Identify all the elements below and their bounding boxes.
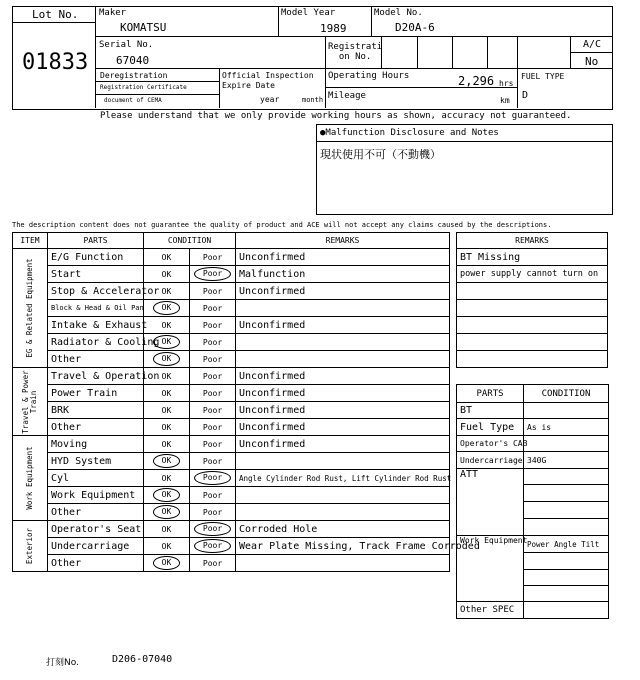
- undercarriage-condition: 340G: [524, 452, 609, 469]
- ok-mark: OK: [153, 335, 181, 349]
- part-name: Travel & Operation: [48, 368, 144, 385]
- inspection-row: [13, 470, 450, 487]
- condition-poor: [190, 538, 236, 555]
- fuel-type-part-label: Fuel Type: [457, 419, 524, 436]
- parts-header: PARTS: [457, 385, 524, 403]
- inspection-row: [13, 385, 450, 402]
- poor-mark: Poor: [202, 422, 223, 432]
- remark-cell: Angle Cylinder Rod Rust, Lift Cylinder Rod Rust: [236, 470, 450, 487]
- poor-mark: Poor: [202, 388, 223, 398]
- condition-poor: [190, 300, 236, 317]
- inspection-expire-label: Official Inspection Expire Date: [222, 71, 314, 90]
- ok-mark: OK: [161, 320, 172, 330]
- month-label: month: [302, 96, 324, 104]
- model-no-value: D20A-6: [395, 21, 435, 34]
- condition-ok: [144, 504, 190, 521]
- inspection-row: [13, 317, 450, 334]
- remark-cell: Unconfirmed: [236, 402, 450, 419]
- inspection-row: [13, 521, 450, 538]
- poor-mark: Poor: [194, 522, 231, 536]
- condition-ok: [144, 436, 190, 453]
- condition-poor: [190, 521, 236, 538]
- work-equipment-part-label: Work Equipment: [457, 536, 524, 602]
- poor-mark: Poor: [202, 456, 223, 466]
- condition-poor: [190, 249, 236, 266]
- item-header: ITEM: [13, 233, 48, 249]
- condition-poor: [190, 351, 236, 368]
- ok-mark: OK: [161, 286, 172, 296]
- mileage-label: Mileage: [328, 91, 366, 101]
- ok-mark: OK: [153, 301, 181, 315]
- poor-mark: Poor: [202, 439, 223, 449]
- remarks-header: REMARKS: [236, 233, 450, 249]
- condition-ok: [144, 266, 190, 283]
- other-spec-value: [524, 602, 609, 619]
- malfunction-title: ●Malfunction Disclosure and Notes: [317, 125, 612, 142]
- item-group-name: Work Equipment: [25, 446, 34, 510]
- part-name: Moving: [48, 436, 144, 453]
- poor-mark: Poor: [202, 286, 223, 296]
- ok-mark: OK: [161, 252, 172, 262]
- fuel-type-label: FUEL TYPE: [521, 72, 565, 81]
- inspection-row: [13, 300, 450, 317]
- model-no-label: Model No.: [374, 8, 423, 18]
- operators-cab-value: [524, 436, 609, 452]
- remark-cell: [236, 555, 450, 572]
- condition-poor: [190, 487, 236, 504]
- condition-poor: [190, 266, 236, 283]
- item-group-name: EG & Related Equipment: [25, 258, 34, 358]
- fuel-type-condition: As is: [524, 419, 609, 436]
- inspection-row: [13, 538, 450, 555]
- lot-no-label: Lot No.: [32, 8, 79, 21]
- inspection-row: [13, 283, 450, 300]
- model-year-label: Model Year: [281, 8, 336, 18]
- other-spec-label: Other SPEC: [457, 602, 524, 619]
- side-remark-cell: [457, 334, 608, 351]
- att-value-4: [524, 519, 609, 536]
- ok-mark: OK: [153, 454, 181, 468]
- inspection-row: [13, 453, 450, 470]
- fuel-type-value: D: [522, 90, 529, 101]
- work-equipment-value-3: [524, 570, 609, 586]
- work-equipment-value-4: [524, 586, 609, 602]
- item-group-label: [13, 521, 48, 572]
- poor-mark: Poor: [194, 539, 231, 553]
- part-name: Undercarriage: [48, 538, 144, 555]
- poor-mark: Poor: [194, 471, 231, 485]
- ok-mark: OK: [161, 541, 172, 551]
- att-label: ATT: [457, 469, 524, 536]
- inspection-row: [13, 555, 450, 572]
- part-name: Other: [48, 419, 144, 436]
- remark-cell: [236, 334, 450, 351]
- registration-certificate-label: Registration Certificate: [100, 84, 187, 91]
- ok-mark: OK: [161, 371, 172, 381]
- operators-cab-label: Operator's CAB: [457, 436, 524, 452]
- side-remark-cell: [457, 351, 608, 368]
- inspection-row: [13, 266, 450, 283]
- poor-mark: Poor: [202, 558, 223, 568]
- condition-poor: [190, 436, 236, 453]
- inspection-row: [13, 487, 450, 504]
- maker-label: Maker: [99, 8, 127, 18]
- inspection-row: [13, 419, 450, 436]
- ok-mark: OK: [153, 505, 181, 519]
- side-remark-cell: [457, 300, 608, 317]
- malfunction-box: [316, 124, 613, 215]
- part-name: Intake & Exhaust: [48, 317, 144, 334]
- side-remarks-table: [456, 232, 608, 368]
- condition-ok: [144, 419, 190, 436]
- inspection-row: [13, 368, 450, 385]
- part-name: Block & Head & Oil Pan: [48, 300, 144, 317]
- condition-ok: [144, 385, 190, 402]
- km-label: km: [500, 96, 510, 105]
- condition-poor: [190, 402, 236, 419]
- poor-mark: Poor: [202, 320, 223, 330]
- ac-label: A/C: [583, 39, 602, 50]
- work-equipment-value-2: [524, 553, 609, 570]
- ac-value: No: [585, 55, 599, 68]
- stamp-no-label: 打刻No.: [46, 658, 79, 668]
- model-year-value: 1989: [320, 22, 347, 35]
- condition-poor: [190, 334, 236, 351]
- malfunction-note: 現状使用不可（不動機）: [320, 148, 441, 161]
- year-label: year: [260, 95, 280, 104]
- remark-cell: [236, 504, 450, 521]
- remark-cell: [236, 351, 450, 368]
- remark-cell: Unconfirmed: [236, 385, 450, 402]
- ok-mark: OK: [161, 473, 172, 483]
- remark-cell: Wear Plate Missing, Track Frame Corroded: [236, 538, 450, 555]
- side-remarks-header: REMARKS: [457, 233, 608, 249]
- lot-no-value: 01833: [22, 50, 89, 75]
- ok-mark: OK: [153, 488, 181, 502]
- poor-mark: Poor: [194, 267, 231, 281]
- cema-label: document of CEMA: [104, 97, 162, 104]
- inspection-row: [13, 334, 450, 351]
- condition-ok: [144, 555, 190, 572]
- condition-poor: [190, 470, 236, 487]
- bt-label: BT: [457, 403, 524, 419]
- part-name: Other: [48, 504, 144, 521]
- remark-cell: [236, 453, 450, 470]
- remark-cell: [236, 487, 450, 504]
- ok-mark: OK: [153, 556, 181, 570]
- serial-no-value: 67040: [116, 54, 150, 67]
- part-name: Radiator & Cooling: [48, 334, 144, 351]
- part-name: BRK: [48, 402, 144, 419]
- condition-ok: [144, 351, 190, 368]
- deregistration-label: Deregistration: [100, 71, 168, 80]
- att-value-3: [524, 502, 609, 519]
- condition-ok: [144, 453, 190, 470]
- ok-mark: OK: [153, 352, 181, 366]
- condition-ok: [144, 487, 190, 504]
- maker-value: KOMATSU: [120, 21, 167, 34]
- condition-poor: [190, 385, 236, 402]
- inspection-row: [13, 504, 450, 521]
- part-name: Operator's Seat: [48, 521, 144, 538]
- undercarriage-part-label: Undercarriage: [457, 452, 524, 469]
- remark-cell: Unconfirmed: [236, 419, 450, 436]
- side-remark-cell: [457, 283, 608, 300]
- registration-no-label: Registrati on No.: [328, 42, 383, 62]
- condition-poor: [190, 453, 236, 470]
- operating-hours-value: 2,296: [458, 74, 495, 88]
- part-name: Other: [48, 555, 144, 572]
- ok-mark: OK: [161, 405, 172, 415]
- side-remark-cell: BT Missing: [457, 249, 608, 266]
- condition-ok: [144, 521, 190, 538]
- ok-mark: OK: [161, 269, 172, 279]
- condition-header: CONDITION: [524, 385, 609, 403]
- work-equipment-condition: Power Angle Tilt: [524, 536, 609, 553]
- serial-no-label: Serial No.: [99, 40, 154, 50]
- poor-mark: Poor: [202, 490, 223, 500]
- item-group-name: Travel & Power Train: [21, 369, 38, 434]
- remark-cell: Unconfirmed: [236, 283, 450, 300]
- part-name: Cyl: [48, 470, 144, 487]
- item-group-name: Exterior: [25, 527, 34, 565]
- poor-mark: Poor: [202, 252, 223, 262]
- remark-cell: Unconfirmed: [236, 368, 450, 385]
- operating-hours-label: Operating Hours: [328, 71, 410, 81]
- parts-header: PARTS: [48, 233, 144, 249]
- ok-mark: OK: [161, 422, 172, 432]
- poor-mark: Poor: [202, 371, 223, 381]
- poor-mark: Poor: [202, 303, 223, 313]
- side-remark-cell: power supply cannot turn on: [457, 266, 608, 283]
- condition-ok: [144, 300, 190, 317]
- condition-ok: [144, 249, 190, 266]
- poor-mark: Poor: [202, 507, 223, 517]
- hours-notice: Please understand that we only provide working hours as shown, accuracy not guaranteed.: [100, 111, 572, 121]
- condition-poor: [190, 555, 236, 572]
- bt-value: [524, 403, 609, 419]
- remark-cell: Malfunction: [236, 266, 450, 283]
- inspection-row: [13, 249, 450, 266]
- part-name: Stop & Accelerator: [48, 283, 144, 300]
- condition-poor: [190, 283, 236, 300]
- side-parts-table: [456, 384, 609, 619]
- inspection-row: [13, 402, 450, 419]
- part-name: Power Train: [48, 385, 144, 402]
- remark-cell: Corroded Hole: [236, 521, 450, 538]
- poor-mark: Poor: [202, 337, 223, 347]
- part-name: Other: [48, 351, 144, 368]
- hrs-label: hrs: [499, 79, 514, 88]
- stamp-no-value: D206-07040: [112, 654, 173, 665]
- poor-mark: Poor: [202, 405, 223, 415]
- remark-cell: Unconfirmed: [236, 436, 450, 453]
- condition-ok: [144, 470, 190, 487]
- condition-poor: [190, 368, 236, 385]
- condition-poor: [190, 317, 236, 334]
- side-remark-cell: [457, 317, 608, 334]
- part-name: Work Equipment: [48, 487, 144, 504]
- inspection-row: [13, 436, 450, 453]
- remark-cell: [236, 300, 450, 317]
- part-name: E/G Function: [48, 249, 144, 266]
- remark-cell: Unconfirmed: [236, 249, 450, 266]
- condition-poor: [190, 419, 236, 436]
- ok-mark: OK: [161, 524, 172, 534]
- condition-ok: [144, 402, 190, 419]
- inspection-row: [13, 351, 450, 368]
- att-value-1: [524, 469, 609, 485]
- remark-cell: Unconfirmed: [236, 317, 450, 334]
- condition-ok: [144, 317, 190, 334]
- condition-header: CONDITION: [144, 233, 236, 249]
- disclaimer: The description content does not guarantee the quality of product and ACE will not accept any claims caused by the descriptions.: [12, 221, 552, 229]
- condition-poor: [190, 504, 236, 521]
- poor-mark: Poor: [202, 354, 223, 364]
- condition-ok: [144, 538, 190, 555]
- part-name: Start: [48, 266, 144, 283]
- ok-mark: OK: [161, 439, 172, 449]
- ok-mark: OK: [161, 388, 172, 398]
- part-name: HYD System: [48, 453, 144, 470]
- att-value-2: [524, 485, 609, 502]
